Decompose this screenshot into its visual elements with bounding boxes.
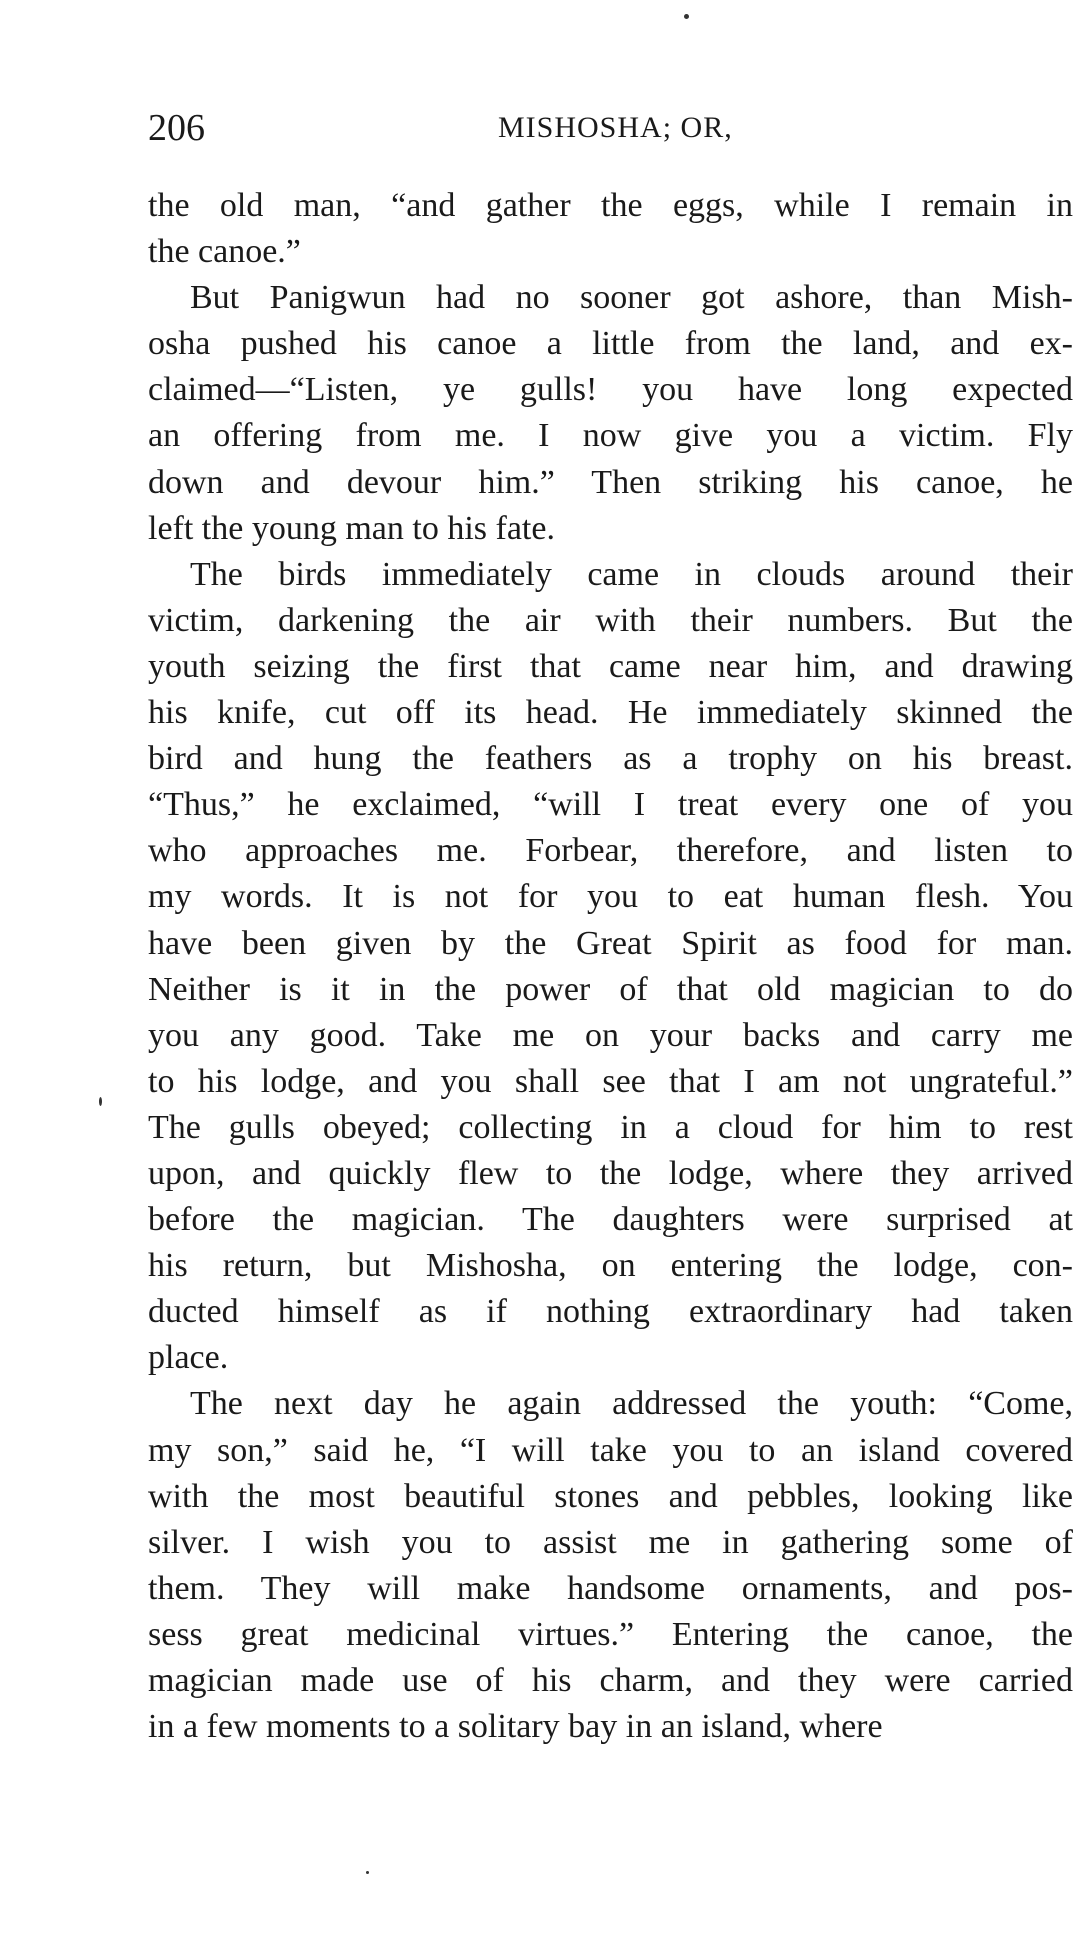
text-line: who approaches me. Forbear, therefore, and listen to — [148, 832, 1073, 870]
text-line: The birds immediately came in clouds around their — [190, 555, 1073, 593]
paragraph — [148, 1381, 1073, 1750]
text-line: place. — [148, 1339, 229, 1377]
text-line: you any good. Take me on your backs and carry me — [148, 1016, 1073, 1054]
text-line: upon, and quickly flew to the lodge, where they arrived — [148, 1154, 1073, 1192]
text-line: “Thus,” he exclaimed, “will I treat every one of you — [148, 786, 1073, 824]
paragraph — [148, 552, 1073, 1382]
text-line: his knife, cut off its head. He immediately skinned the — [148, 694, 1073, 732]
text-line: claimed—“Listen, ye gulls! you have long expected — [148, 371, 1073, 409]
text-line: sess great medicinal virtues.” Entering the canoe, the — [148, 1615, 1073, 1653]
text-line: have been given by the Great Spirit as food for man. — [148, 924, 1073, 962]
text-line: But Panigwun had no sooner got ashore, than Mish- — [190, 279, 1073, 317]
text-line: The gulls obeyed; collecting in a cloud for him to rest — [148, 1108, 1073, 1146]
text-line: my son,” said he, “I will take you to an island covered — [148, 1431, 1073, 1469]
page-number: 206 — [148, 107, 205, 149]
text-line: bird and hung the feathers as a trophy on his breast. — [148, 740, 1073, 778]
text-line: to his lodge, and you shall see that I am not ungrateful.” — [148, 1062, 1073, 1100]
text-line: Neither is it in the power of that old magician to do — [148, 970, 1073, 1008]
text-line: The next day he again addressed the youth: “Come, — [190, 1385, 1073, 1423]
text-line: ducted himself as if nothing extraordinary had taken — [148, 1293, 1073, 1331]
text-line: before the magician. The daughters were surprised at — [148, 1201, 1073, 1239]
text-line: his return, but Mishosha, on entering the lodge, con- — [148, 1247, 1073, 1285]
text-line: the old man, “and gather the eggs, while I remain in — [148, 187, 1073, 224]
scan-speck — [366, 1871, 369, 1874]
scan-speck — [99, 1097, 102, 1106]
text-line: an offering from me. I now give you a victim. Fly — [148, 417, 1073, 455]
text-line: victim, darkening the air with their numbers. But the — [148, 601, 1073, 639]
text-line: down and devour him.” Then striking his canoe, he — [148, 463, 1073, 501]
text-line: silver. I wish you to assist me in gathering some of — [148, 1523, 1073, 1561]
text-line: my words. It is not for you to eat human flesh. You — [148, 878, 1073, 916]
text-line: in a few moments to a solitary bay in an island, where — [148, 1708, 883, 1746]
running-head: MISHOSHA; OR, — [498, 111, 733, 144]
paragraph — [148, 183, 1073, 275]
paragraph — [148, 275, 1073, 552]
text-line: them. They will make handsome ornaments, and pos- — [148, 1569, 1073, 1607]
body-text — [148, 183, 1073, 1750]
text-line: osha pushed his canoe a little from the land, and ex- — [148, 325, 1073, 363]
text-line: left the young man to his fate. — [148, 509, 555, 547]
page-header — [148, 103, 1073, 153]
scan-speck — [684, 14, 689, 19]
text-line: magician made use of his charm, and they were carried — [148, 1662, 1073, 1699]
text-line: the canoe.” — [148, 233, 301, 271]
text-line: youth seizing the first that came near him, and drawing — [148, 647, 1073, 685]
text-line: with the most beautiful stones and pebbles, looking like — [148, 1477, 1073, 1515]
